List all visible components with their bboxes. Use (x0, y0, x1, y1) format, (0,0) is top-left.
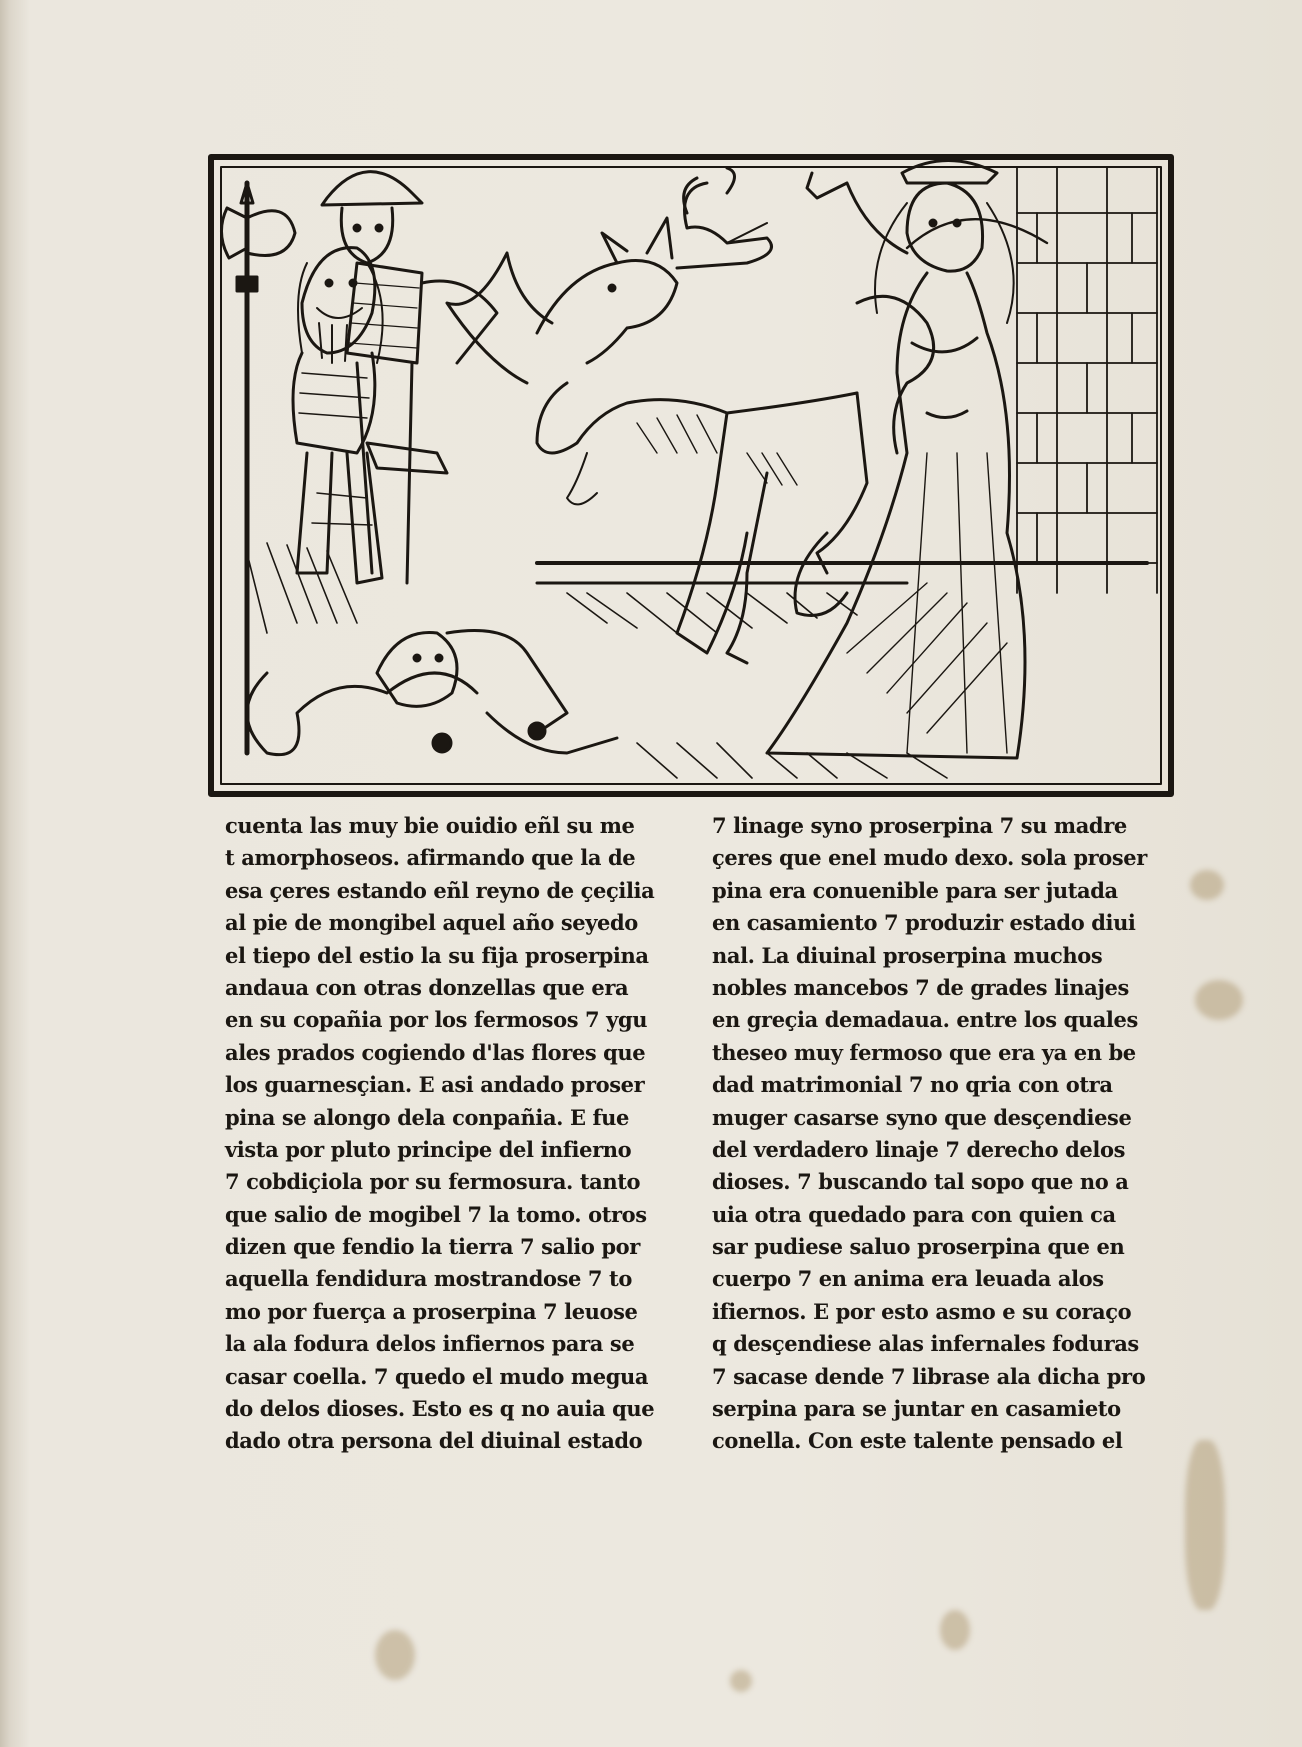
text-line: serpina para se juntar en casamieto (712, 1396, 1121, 1422)
text-line: los guarnesçian. E asi andado proser (225, 1072, 645, 1098)
stain (940, 1610, 970, 1650)
text-line: dado otra persona del diuinal estado (225, 1428, 643, 1454)
dragon-icon (247, 631, 617, 755)
text-line: casar coella. 7 quedo el mudo megua (225, 1363, 649, 1389)
text-line: pina era conuenible para ser jutada (712, 877, 1118, 903)
text-line: del verdadero linaje 7 derecho delos (712, 1136, 1125, 1162)
stain (1195, 980, 1243, 1020)
text-line: ifiernos. E por esto asmo e su coraço (712, 1298, 1132, 1324)
text-line: sar pudiese saluo proserpina que en (712, 1234, 1125, 1260)
halberd-icon (221, 183, 295, 753)
text-line: vista por pluto principe del infierno (225, 1136, 632, 1162)
text-line: dioses. 7 buscando tal sopo que no a (712, 1169, 1129, 1195)
text-line: la ala fodura delos infiernos para se (225, 1331, 635, 1357)
text-line: muger casarse syno que desçendiese (712, 1104, 1132, 1130)
text-line: cuenta las muy bie ouidio eñl su me (225, 813, 635, 838)
text-line: en casamiento 7 produzir estado diui (712, 910, 1136, 936)
text-line: uia otra quedado para con quien ca (712, 1201, 1116, 1227)
text-line: pina se alongo dela conpañia. E fue (225, 1104, 629, 1130)
text-line: en greçia demadaua. entre los quales (712, 1007, 1138, 1033)
text-line: dizen que fendio la tierra 7 salio por (225, 1234, 640, 1260)
text-line: esa çeres estando eñl reyno de çeçilia (225, 877, 655, 903)
text-column-right (712, 810, 1147, 1458)
tower-icon (907, 167, 1157, 593)
text-line: dad matrimonial 7 no qria con otra (712, 1072, 1113, 1098)
text-line: q desçendiese alas infernales foduras (712, 1331, 1139, 1357)
text-line: que salio de mogibel 7 la tomo. otros (225, 1201, 647, 1227)
stain (375, 1630, 415, 1680)
cerberus-icon (447, 168, 772, 383)
text-line: en su copañia por los fermosos 7 ygu (225, 1007, 648, 1033)
text-line: çeres que enel mudo dexo. sola proser (712, 845, 1147, 871)
soldier-figure-icon (322, 172, 497, 583)
text-line: 7 sacase dende 7 librase ala dicha pro (712, 1363, 1146, 1389)
text-line: nal. La diuinal proserpina muchos (712, 942, 1103, 968)
stain (1185, 1440, 1225, 1610)
text-line: conella. Con este talente pensado el (712, 1428, 1123, 1454)
text-line: el tiepo del estio la su fija proserpina (225, 942, 649, 968)
text-line: ales prados cogiendo d'las flores que (225, 1039, 646, 1065)
text-line: 7 linage syno proserpina 7 su madre (712, 813, 1127, 838)
text-line: andaua con otras donzellas que era (225, 974, 629, 1000)
text-line: mo por fuerça a proserpina 7 leuose (225, 1298, 638, 1324)
text-line: al pie de mongibel aquel año seyedo (225, 910, 638, 936)
text-column-left (225, 810, 660, 1458)
text-line: do delos dioses. Esto es q no auia que (225, 1396, 655, 1422)
stain (730, 1670, 752, 1692)
woodcut-illustration (207, 153, 1175, 798)
text-line: nobles mancebos 7 de grades linajes (712, 974, 1129, 1000)
text-line: cuerpo 7 en anima era leuada alos (712, 1266, 1104, 1292)
text-line: theseo muy fermoso que era ya en be (712, 1039, 1136, 1065)
text-line: 7 cobdiçiola por su fermosura. tanto (225, 1169, 641, 1195)
text-line: t amorphoseos. afirmando que la de (225, 845, 636, 871)
text-line: aquella fendidura mostrandose 7 to (225, 1266, 632, 1292)
proserpina-figure-icon (767, 161, 1025, 759)
stain (1190, 870, 1224, 900)
horse-icon (537, 296, 934, 663)
